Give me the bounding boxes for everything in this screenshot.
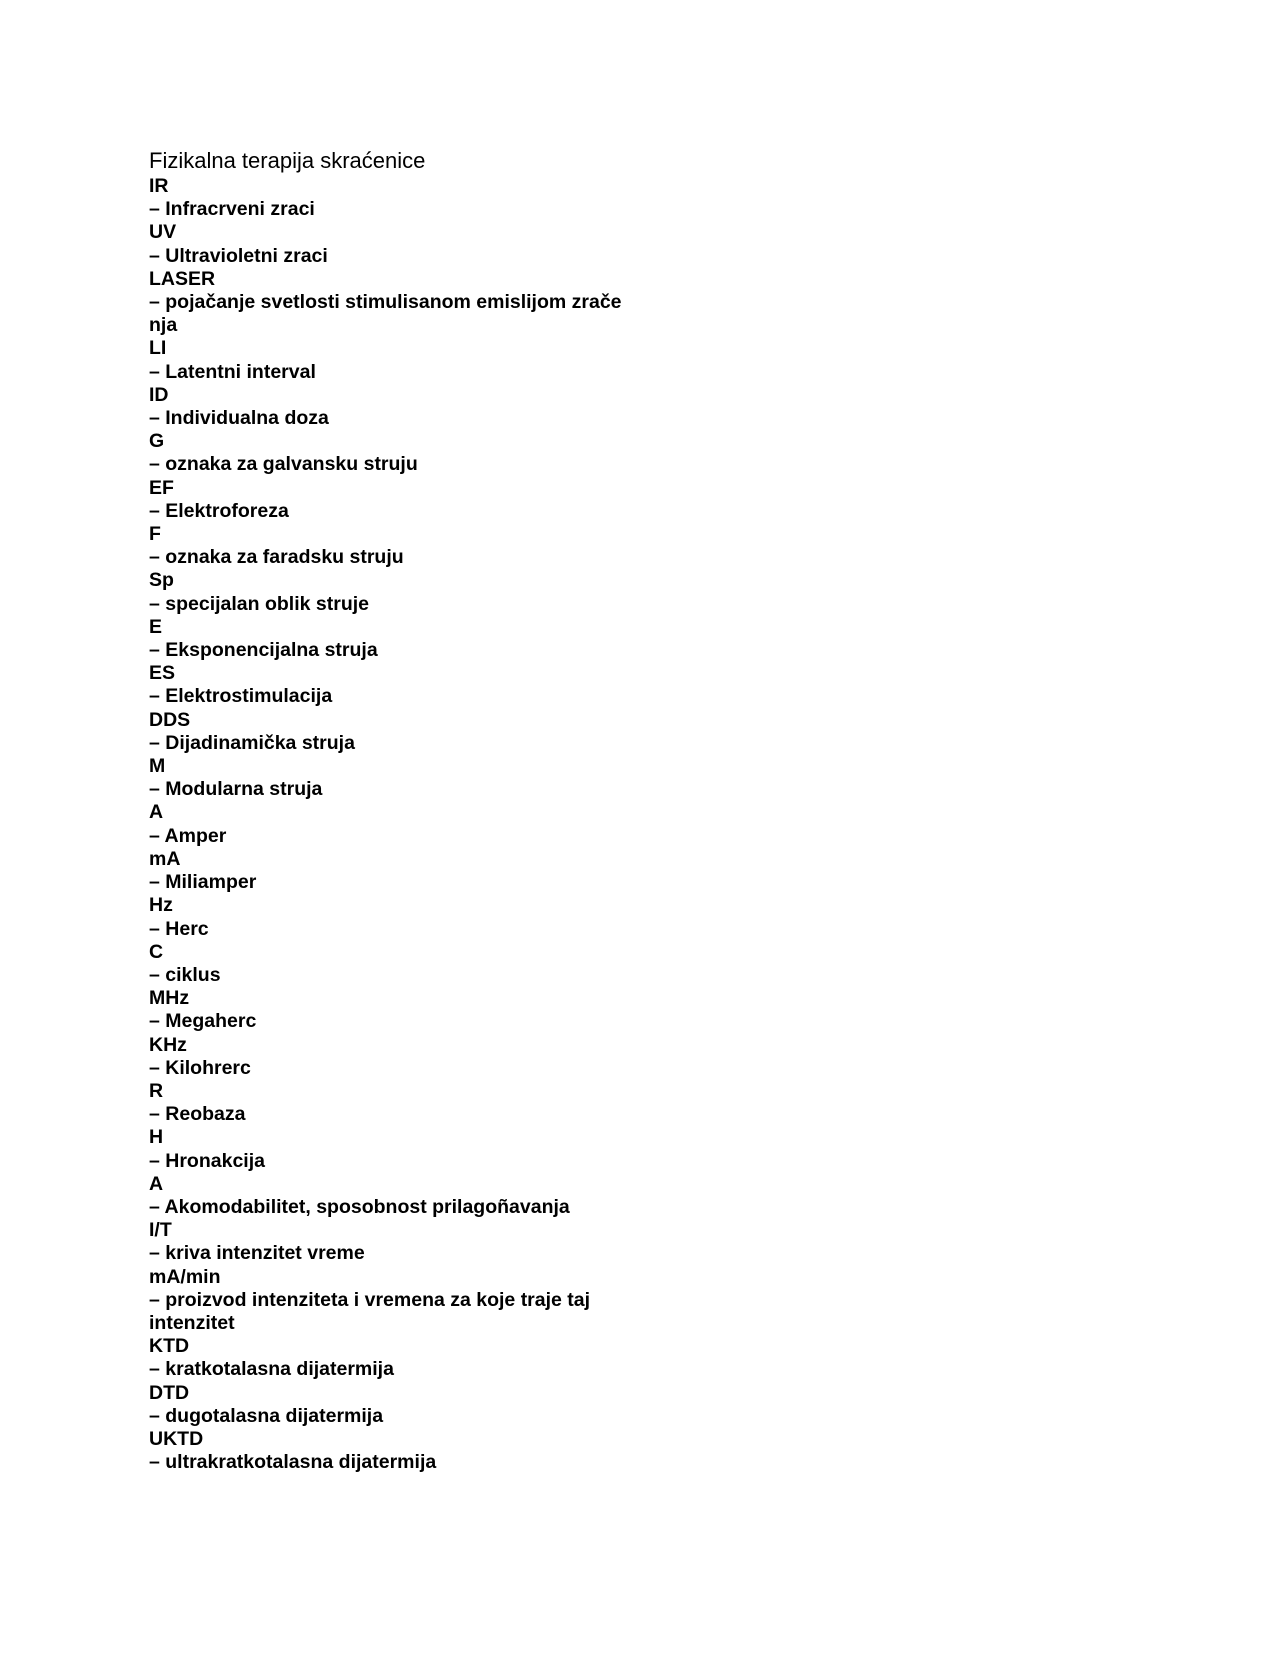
abbreviation-term: mA/min — [149, 1265, 221, 1288]
abbreviation-definition: – Modularna struja — [149, 778, 323, 801]
abbreviation-term: DDS — [149, 708, 191, 731]
abbreviation-definition: – ultrakratkotalasna dijatermija — [149, 1451, 437, 1474]
abbreviation-term: F — [149, 523, 161, 546]
abbreviation-term: ID — [149, 383, 169, 406]
abbreviation-definition: – Miliamper — [149, 871, 257, 894]
abbreviation-definition: – Reobaza — [149, 1103, 246, 1126]
abbreviation-term: mA — [149, 847, 181, 870]
abbreviation-term: Hz — [149, 894, 173, 917]
abbreviation-term: LASER — [149, 267, 216, 290]
abbreviation-term: LI — [149, 337, 167, 360]
abbreviation-definition: – Infracrveni zraci — [149, 198, 315, 221]
abbreviation-definition: – Individualna doza — [149, 407, 329, 430]
abbreviation-definition: – kriva intenzitet vreme — [149, 1242, 365, 1265]
abbreviation-term: R — [149, 1079, 164, 1102]
abbreviation-definition: – oznaka za faradsku struju — [149, 546, 404, 569]
abbreviation-definition: – Dijadinamička struja — [149, 731, 355, 754]
abbreviation-definition: – pojačanje svetlosti stimulisanom emislijom zrače nja — [149, 291, 622, 337]
abbreviation-definition: – Ultravioletni zraci — [149, 244, 328, 267]
abbreviation-definition: – Amper — [149, 824, 227, 847]
abbreviation-term: C — [149, 940, 164, 963]
abbreviation-term: MHz — [149, 987, 190, 1010]
document-title: Fizikalna terapija skraćenice — [149, 148, 426, 173]
abbreviation-term: M — [149, 755, 166, 778]
abbreviation-definition: – Megaherc — [149, 1010, 257, 1033]
abbreviation-definition: – dugotalasna dijatermija — [149, 1404, 384, 1427]
abbreviation-term: KTD — [149, 1335, 190, 1358]
document-page — [149, 147, 709, 1474]
abbreviation-definition: – Latentni interval — [149, 360, 316, 383]
abbreviation-term: DTD — [149, 1381, 190, 1404]
abbreviation-definition: – Eksponencijalna struja — [149, 639, 378, 662]
abbreviation-term: UKTD — [149, 1427, 204, 1450]
abbreviation-term: A — [149, 1172, 164, 1195]
abbreviation-definition: – Akomodabilitet, sposobnost prilagoñavanja — [149, 1195, 570, 1218]
abbreviation-term: H — [149, 1126, 164, 1149]
abbreviation-definition: – Elektroforeza — [149, 499, 289, 522]
abbreviation-definition: – Hronakcija — [149, 1149, 265, 1172]
abbreviation-term: ES — [149, 662, 176, 685]
abbreviation-definition: – oznaka za galvansku struju — [149, 453, 418, 476]
abbreviation-term: KHz — [149, 1033, 187, 1056]
abbreviation-term: G — [149, 430, 165, 453]
abbreviation-term: UV — [149, 221, 177, 244]
abbreviation-list — [149, 175, 709, 1474]
abbreviation-term: IR — [149, 175, 169, 197]
abbreviation-definition: – ciklus — [149, 963, 221, 986]
abbreviation-definition: – Kilohrerc — [149, 1056, 251, 1079]
abbreviation-term: Sp — [149, 569, 174, 592]
abbreviation-term: I/T — [149, 1219, 172, 1242]
abbreviation-definition: – kratkotalasna dijatermija — [149, 1358, 394, 1381]
abbreviation-definition: – proizvod intenziteta i vremena za koje traje taj intenzitet — [149, 1288, 591, 1334]
abbreviation-term: A — [149, 801, 164, 824]
abbreviation-definition: – Elektrostimulacija — [149, 685, 333, 708]
abbreviation-term: E — [149, 615, 163, 638]
abbreviation-definition: – Herc — [149, 917, 209, 940]
abbreviation-term: EF — [149, 476, 174, 499]
abbreviation-definition: – specijalan oblik struje — [149, 592, 370, 615]
